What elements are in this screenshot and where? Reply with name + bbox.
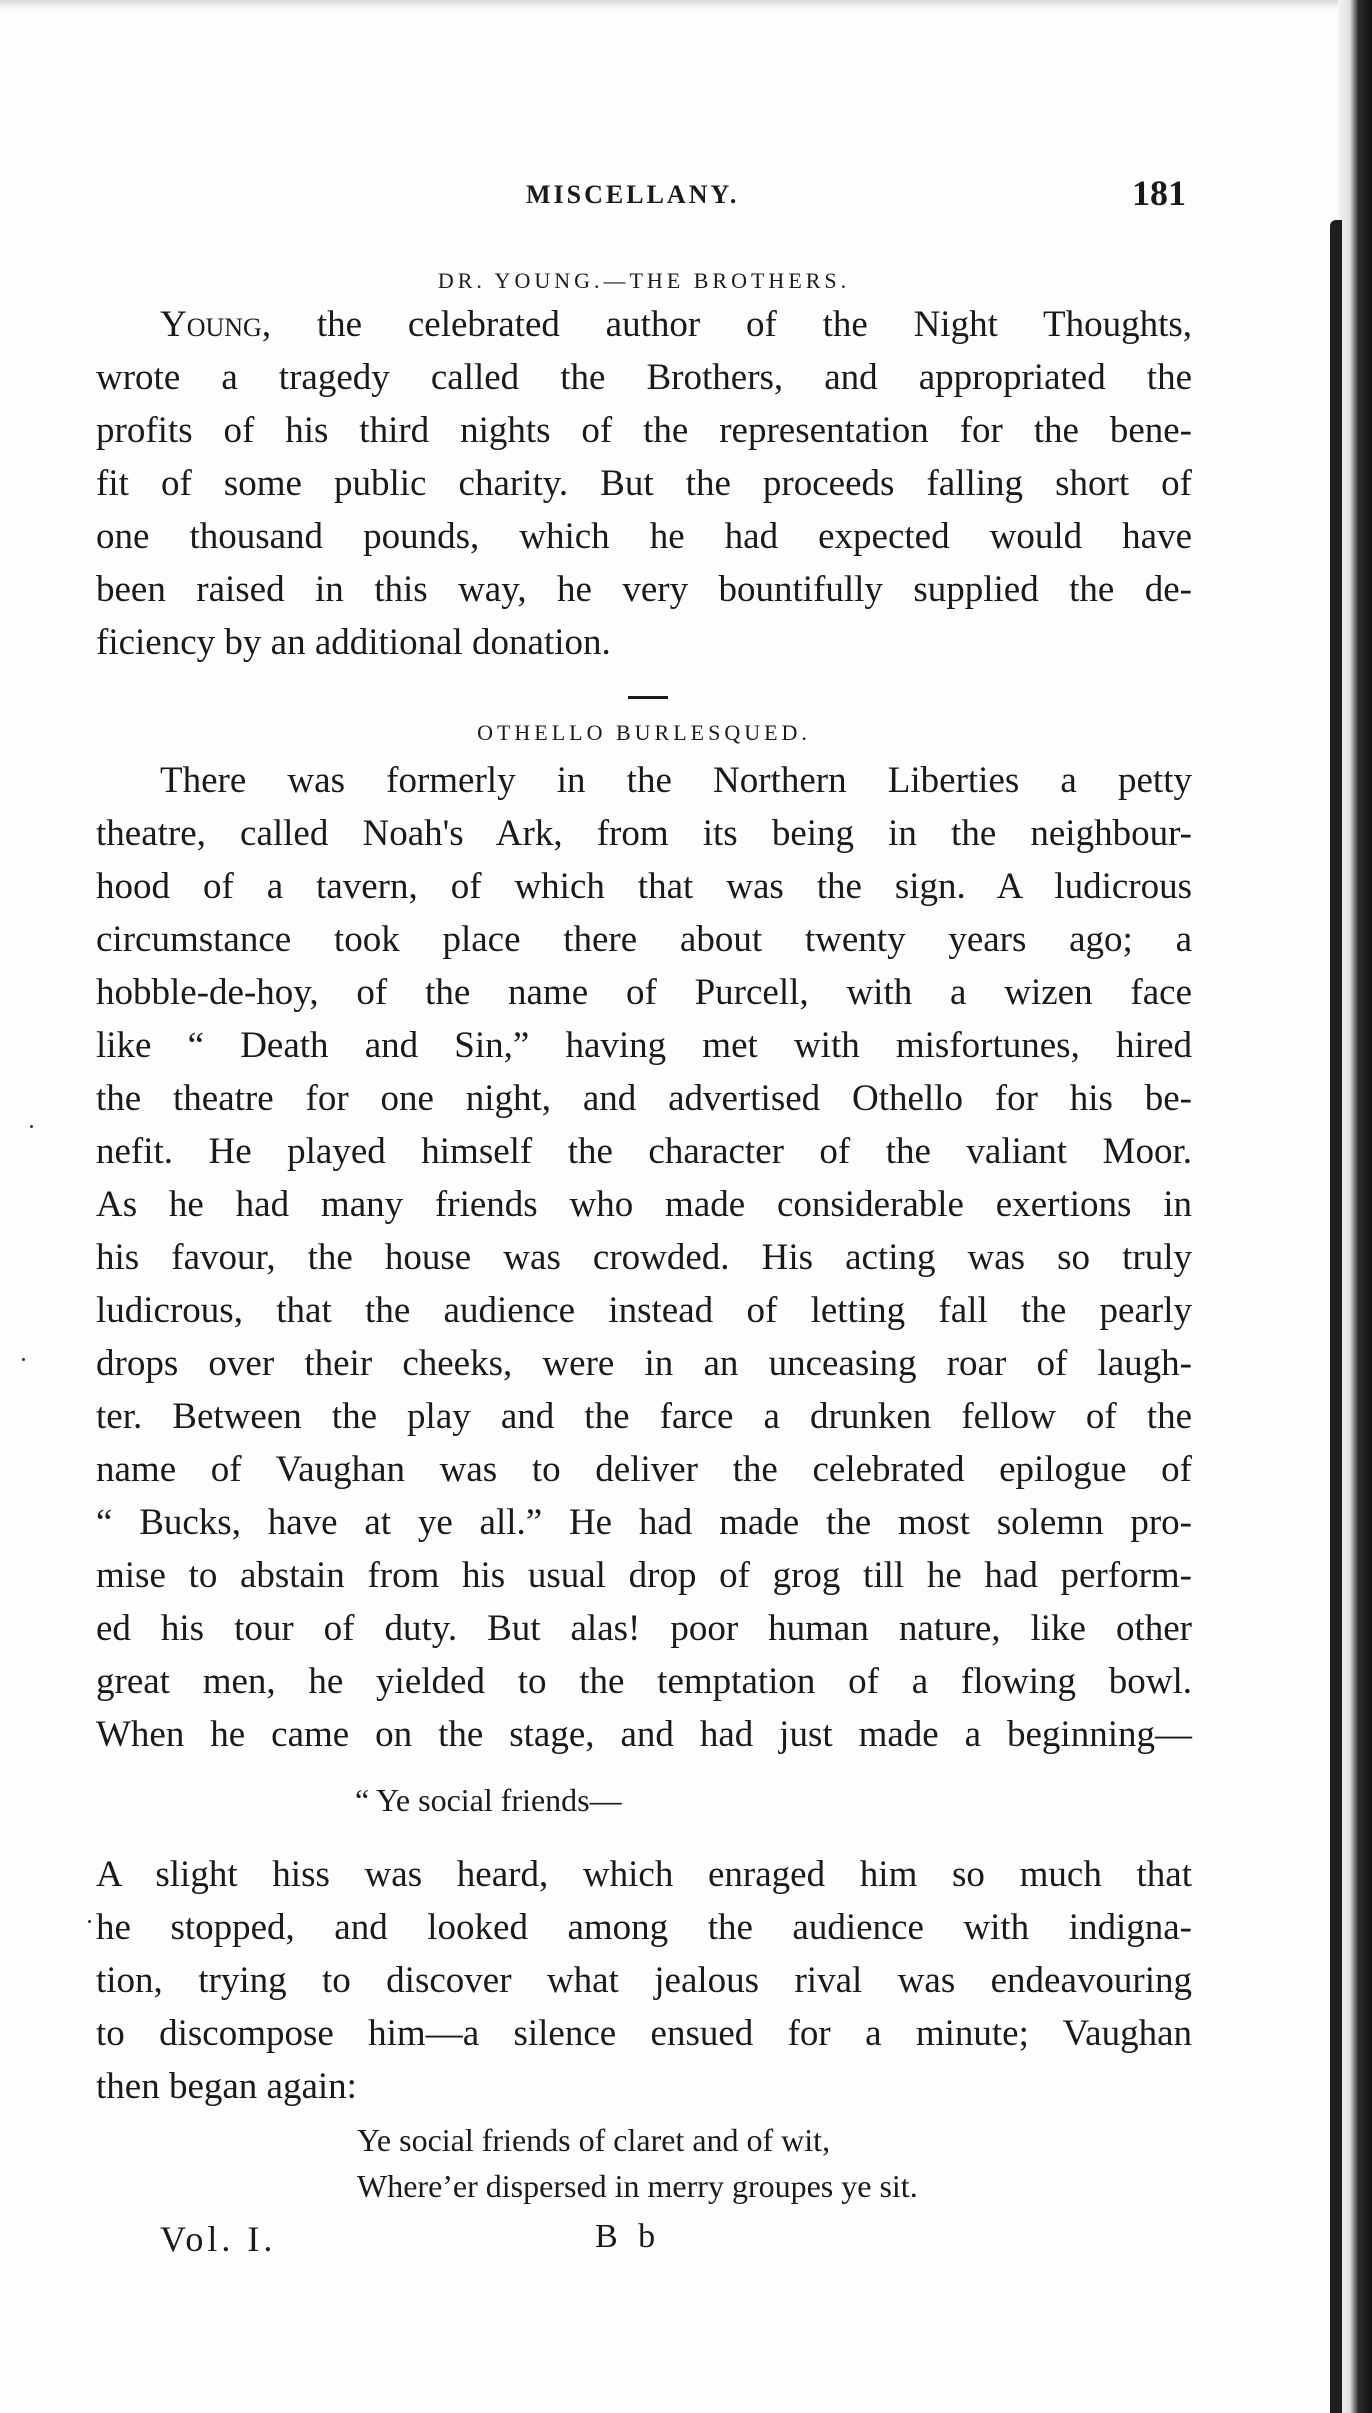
- page-header: [96, 172, 1192, 222]
- paragraph-young: [96, 298, 1192, 669]
- paragraph-hiss: [96, 1848, 1192, 2113]
- text-line: tion, trying to discover what jealous rival was endeavouring: [96, 1960, 1192, 2001]
- scan-top-edge: [0, 0, 1372, 10]
- text-line: theatre, called Noah's Ark, from its being in the neighbour-: [96, 813, 1192, 854]
- text-line: been raised in this way, he very bountifully supplied the de-: [96, 569, 1192, 610]
- section-divider: [628, 696, 668, 699]
- text-line: great men, he yielded to the temptation of a flowing bowl.: [96, 1661, 1192, 1702]
- text-line: circumstance took place there about twenty years ago; a: [96, 919, 1192, 960]
- text-line: one thousand pounds, which he had expected would have: [96, 516, 1192, 557]
- book-spine-shadow: [1330, 220, 1342, 2413]
- ink-speck: [30, 1125, 33, 1128]
- page-number: 181: [1132, 173, 1186, 213]
- text-line: name of Vaughan was to deliver the celebrated epilogue of: [96, 1449, 1192, 1490]
- text-line: Young, the celebrated author of the Night Thoughts,: [160, 304, 1192, 345]
- text-line: There was formerly in the Northern Liberties a petty: [160, 760, 1192, 801]
- verse-line-1: Ye social friends of claret and of wit,: [357, 2122, 831, 2158]
- text-line: As he had many friends who made considerable exertions in: [96, 1184, 1192, 1225]
- scan-right-edge: [1338, 0, 1372, 2413]
- text-line: like “ Death and Sin,” having met with misfortunes, hired: [96, 1025, 1192, 1066]
- paragraph-othello: [96, 754, 1192, 1761]
- text-line: wrote a tragedy called the Brothers, and appropriated the: [96, 357, 1192, 398]
- quote-ye-social-friends: “ Ye social friends—: [355, 1782, 622, 1818]
- text-line: fit of some public charity. But the proceeds falling short of: [96, 463, 1192, 504]
- text-line: he stopped, and looked among the audience with indigna-: [96, 1907, 1192, 1948]
- text-line: ed his tour of duty. But alas! poor human nature, like other: [96, 1608, 1192, 1649]
- text-line: nefit. He played himself the character of the valiant Moor.: [96, 1131, 1192, 1172]
- text-line: A slight hiss was heard, which enraged him so much that: [96, 1854, 1192, 1895]
- volume-signature: Vol. I.: [160, 2219, 277, 2259]
- text-line: ficiency by an additional donation.: [96, 622, 611, 663]
- text-line: When he came on the stage, and had just made a beginning—: [96, 1714, 1192, 1755]
- text-line: ter. Between the play and the farce a drunken fellow of the: [96, 1396, 1192, 1437]
- first-word: Young,: [160, 304, 272, 345]
- ink-speck: [22, 1358, 25, 1361]
- text-line: hobble-de-hoy, of the name of Purcell, with a wizen face: [96, 972, 1192, 1013]
- section-title-young: DR. YOUNG.—THE BROTHERS.: [437, 268, 851, 293]
- text-line: drops over their cheeks, were in an unceasing roar of laugh-: [96, 1343, 1192, 1384]
- section-title-othello: OTHELLO BURLESQUED.: [477, 720, 811, 745]
- text-line: mise to abstain from his usual drop of grog till he had perform-: [96, 1555, 1192, 1596]
- text-line: ludicrous, that the audience instead of letting fall the pearly: [96, 1290, 1192, 1331]
- text-line: “ Bucks, have at ye all.” He had made the most solemn pro-: [96, 1502, 1192, 1543]
- verse-line-2: Where’er dispersed in merry groupes ye sit.: [357, 2168, 918, 2204]
- text-line: hood of a tavern, of which that was the sign. A ludicrous: [96, 866, 1192, 907]
- text-line: his favour, the house was crowded. His acting was so truly: [96, 1237, 1192, 1278]
- running-head: MISCELLANY.: [526, 180, 740, 209]
- text-line: the theatre for one night, and advertised Othello for his be-: [96, 1078, 1192, 1119]
- gathering-signature: B b: [595, 2218, 662, 2255]
- text-line: to discompose him—a silence ensued for a minute; Vaughan: [96, 2013, 1192, 2054]
- text-line: profits of his third nights of the representation for the bene-: [96, 410, 1192, 451]
- page-footer: [160, 2218, 760, 2268]
- ink-speck: [88, 1920, 91, 1923]
- text-line: then began again:: [96, 2066, 357, 2107]
